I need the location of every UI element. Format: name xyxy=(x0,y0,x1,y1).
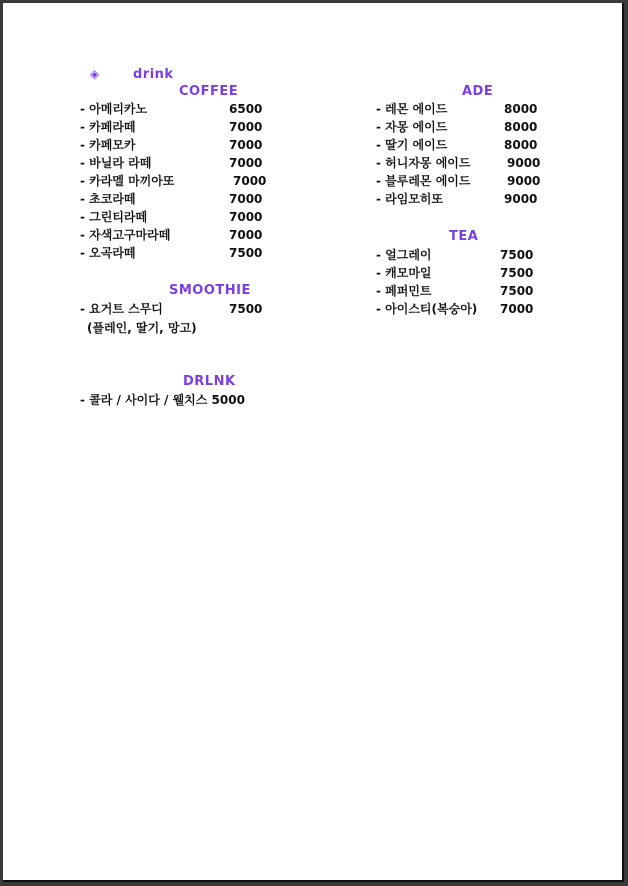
drlnk-heading: DRLNK xyxy=(183,374,236,389)
item-price: 7000 xyxy=(229,120,263,134)
item-price: 7000 xyxy=(229,192,263,206)
item-name: - 카라멜 마끼아또 xyxy=(80,174,175,188)
item-price: 9000 xyxy=(507,174,541,188)
item-name: - 레몬 에이드 xyxy=(376,102,448,116)
list-item xyxy=(80,136,310,154)
list-item xyxy=(80,300,310,318)
item-name: - 그린티라떼 xyxy=(80,210,148,224)
coffee-heading: COFFEE xyxy=(179,84,239,99)
item-name: - 카페모카 xyxy=(80,138,136,152)
item-price: 7500 xyxy=(500,248,534,262)
ade-list xyxy=(376,100,586,208)
list-item xyxy=(376,282,586,300)
list-item xyxy=(376,136,586,154)
list-item xyxy=(80,154,310,172)
tea-heading: TEA xyxy=(449,229,479,244)
item-price: 7000 xyxy=(229,138,263,152)
item-price: 7500 xyxy=(229,302,263,316)
item-name: - 아메리카노 xyxy=(80,102,148,116)
smoothie-list xyxy=(80,300,310,318)
item-name: - 캐모마일 xyxy=(376,266,432,280)
list-item xyxy=(376,300,586,318)
item-price: 6500 xyxy=(229,102,263,116)
item-price: 7000 xyxy=(229,210,263,224)
item-price: 7000 xyxy=(233,174,267,188)
smoothie-heading: SMOOTHIE xyxy=(169,283,251,298)
item-price: 9000 xyxy=(507,156,541,170)
list-item xyxy=(80,244,310,262)
item-price: 8000 xyxy=(504,120,538,134)
item-price: 9000 xyxy=(504,192,538,206)
list-item xyxy=(376,100,586,118)
item-name: - 라임모히또 xyxy=(376,192,444,206)
list-item xyxy=(80,172,310,190)
list-item xyxy=(376,246,586,264)
item-name: - 허니자몽 에이드 xyxy=(376,156,471,170)
coffee-list xyxy=(80,100,310,262)
item-name: - 자몽 에이드 xyxy=(376,120,448,134)
list-item xyxy=(376,172,586,190)
item-price: 7500 xyxy=(500,266,534,280)
item-price: 7000 xyxy=(229,156,263,170)
list-item xyxy=(80,100,310,118)
menu-page xyxy=(3,3,624,882)
item-name: - 얼그레이 xyxy=(376,248,432,262)
item-price: 7000 xyxy=(229,228,263,242)
item-name: - 카페라떼 xyxy=(80,120,136,134)
list-item xyxy=(80,226,310,244)
drlnk-item-line: - 콜라 / 사이다 / 웰치스 5000 xyxy=(80,393,245,407)
item-price: 7500 xyxy=(500,284,534,298)
list-item xyxy=(80,118,310,136)
tea-list xyxy=(376,246,586,318)
list-item xyxy=(376,118,586,136)
item-name: - 블루레몬 에이드 xyxy=(376,174,471,188)
item-price: 8000 xyxy=(504,138,538,152)
list-item xyxy=(80,190,310,208)
item-name: - 초코라떼 xyxy=(80,192,136,206)
list-item xyxy=(376,190,586,208)
item-price: 8000 xyxy=(504,102,538,116)
item-name: - 딸기 에이드 xyxy=(376,138,448,152)
smoothie-flavor-note: (플레인, 딸기, 망고) xyxy=(87,321,197,335)
item-name: - 자색고구마라떼 xyxy=(80,228,171,242)
item-price: 7500 xyxy=(229,246,263,260)
list-item xyxy=(376,264,586,282)
ade-heading: ADE xyxy=(462,84,494,99)
item-price: 7000 xyxy=(500,302,534,316)
item-name: - 바닐라 라떼 xyxy=(80,156,152,170)
page-title: drink xyxy=(133,67,174,82)
item-name: - 아이스티(복숭아) xyxy=(376,302,478,316)
list-item xyxy=(376,154,586,172)
diamond-icon: ◈ xyxy=(90,67,100,81)
list-item xyxy=(80,208,310,226)
item-name: - 요거트 스무디 xyxy=(80,302,163,316)
item-name: - 페퍼민트 xyxy=(376,284,432,298)
item-name: - 오곡라떼 xyxy=(80,246,136,260)
